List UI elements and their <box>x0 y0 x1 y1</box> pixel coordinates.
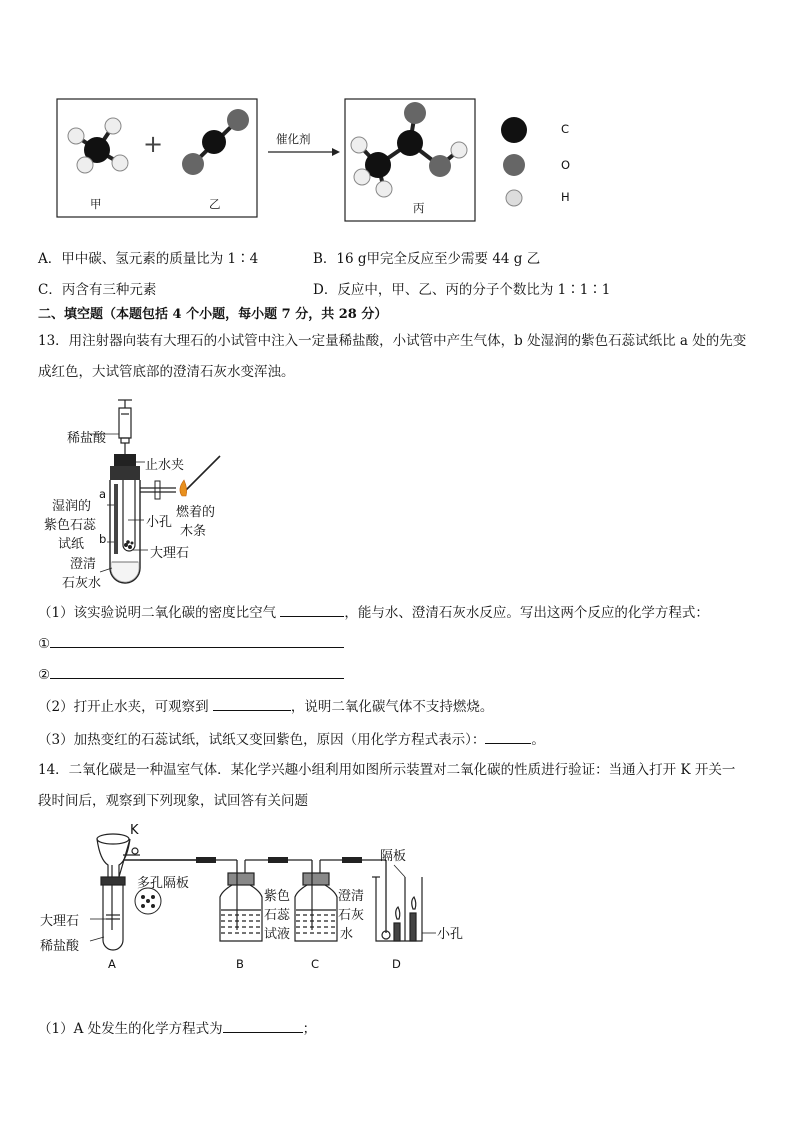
porous-plate-icon <box>135 888 161 914</box>
marble-label: 大理石 <box>150 546 190 561</box>
q14-sub1 <box>38 1018 316 1039</box>
syringe <box>118 400 132 456</box>
label-a: a <box>99 487 107 501</box>
letter-b: B <box>236 957 244 971</box>
apparatus-a <box>97 834 208 950</box>
paper-label-3: 试纸 <box>58 537 85 552</box>
bottle-c <box>295 860 337 941</box>
k-label: K <box>130 823 139 838</box>
letter-a: A <box>108 957 116 971</box>
legend-c-label: C <box>561 122 570 136</box>
hydrogen-atom <box>68 128 84 144</box>
legend-o-label: O <box>561 158 571 172</box>
catalyst-label: 催化剂 <box>276 132 311 146</box>
q13-blank-eq1[interactable] <box>50 633 344 648</box>
molecule-yi <box>182 109 249 175</box>
hydrogen-atom <box>451 142 467 158</box>
marble-label-14: 大理石 <box>40 914 80 929</box>
small-test-tube <box>123 480 135 551</box>
letter-d: D <box>392 957 401 971</box>
q13-eq1 <box>38 633 344 654</box>
hydrogen-atom <box>105 118 121 134</box>
bottle-b <box>220 860 262 941</box>
porous-label: 多孔隔板 <box>137 876 190 891</box>
eq1-marker: ① <box>38 636 51 652</box>
yi-label: 乙 <box>209 197 221 211</box>
option-b: B．16 g甲完全反应至少需要 44 g 乙 <box>313 251 541 267</box>
stick-label-2: 木条 <box>180 524 207 539</box>
oxygen-atom <box>429 155 451 177</box>
beaker-d <box>372 877 422 941</box>
q14-apparatus-figure <box>0 815 470 975</box>
bing-label: 丙 <box>413 201 425 215</box>
q13-text-line1: 13．用注射器向装有大理石的小试管中注入一定量稀盐酸，小试管中产生气体，b 处湿润的紫色石蕊试纸比 a 处的先变 <box>38 333 747 349</box>
big-stopper <box>110 466 140 480</box>
q13-eq2 <box>38 664 344 685</box>
q13-text-line2: 成红色，大试管底部的澄清石灰水变浑浊。 <box>38 364 295 380</box>
q13-sub1-pre: （1）该实验说明二氧化碳的密度比空气 <box>38 605 281 621</box>
burning-stick <box>184 456 220 492</box>
q13-blank-eq2[interactable] <box>50 664 344 679</box>
litmus-paper <box>114 484 118 554</box>
label-b: b <box>99 532 107 546</box>
oxygen-atom <box>182 153 204 175</box>
option-c: C．丙含有三种元素 <box>38 282 157 298</box>
acid-label-14: 稀盐酸 <box>40 939 80 954</box>
hole-label-14: 小孔 <box>437 927 464 942</box>
paper-label-1: 湿润的 <box>52 499 92 514</box>
lime-label-14-2: 石灰 <box>338 908 365 923</box>
legend <box>501 117 527 206</box>
legend-carbon-icon <box>501 117 527 143</box>
lime-label-2: 石灰水 <box>62 576 102 591</box>
q13-sub2-post: ，说明二氧化碳气体不支持燃烧。 <box>290 699 494 715</box>
q13-apparatus-figure <box>0 390 260 595</box>
q13-sub1-post: ，能与水、澄清石灰水反应。写出这两个反应的化学方程式： <box>344 605 709 621</box>
hydrogen-atom <box>351 137 367 153</box>
stopper <box>114 454 136 466</box>
hydrogen-atom <box>77 157 93 173</box>
q13-sub3-post: 。 <box>531 732 545 748</box>
litmus-label-3: 试液 <box>264 927 291 942</box>
carbon-atom <box>397 130 423 156</box>
q13-sub2-pre: （2）打开止水夹，可观察到 <box>38 699 213 715</box>
legend-h-label: H <box>561 190 570 204</box>
paper-label-2: 紫色石蕊 <box>44 518 97 533</box>
carbon-atom <box>202 130 226 154</box>
lime-label-14-1: 澄清 <box>338 889 365 904</box>
lime-label-1: 澄清 <box>70 557 97 572</box>
q14-text-line2: 段时间后，观察到下列现象，试回答有关问题 <box>38 793 308 809</box>
litmus-label-2: 石蕊 <box>264 908 291 923</box>
hydrogen-atom <box>112 155 128 171</box>
q13-sub2 <box>38 696 493 717</box>
eq2-marker: ② <box>38 667 51 683</box>
molecule-bing <box>351 102 467 197</box>
option-d: D．反应中，甲、乙、丙的分子个数比为 1∶1∶1 <box>313 282 611 298</box>
option-a: A．甲中碳、氢元素的质量比为 1∶4 <box>38 251 259 267</box>
jia-label: 甲 <box>90 197 102 211</box>
reaction-figure <box>0 0 794 240</box>
section-title: 二、填空题（本题包括 4 个小题，每小题 7 分，共 28 分） <box>38 307 388 322</box>
q14-sub1-post: ； <box>302 1021 317 1037</box>
molecule-jia <box>68 118 128 173</box>
q13-sub3 <box>38 729 545 750</box>
reaction-svg <box>0 0 794 240</box>
hydrogen-atom <box>354 169 370 185</box>
q14-blank-equation[interactable] <box>223 1018 303 1033</box>
hydrogen-atom <box>376 181 392 197</box>
q13-blank-observe[interactable] <box>213 696 291 711</box>
q13-sub1 <box>38 602 709 623</box>
legend-oxygen-icon <box>503 154 525 176</box>
q14-sub1-pre: （1）A 处发生的化学方程式为 <box>38 1021 223 1037</box>
hole-label: 小孔 <box>146 515 173 530</box>
water-clamp <box>155 481 160 499</box>
oxygen-atom <box>404 102 426 124</box>
q13-apparatus-svg <box>0 390 260 595</box>
clamp-label: 止水夹 <box>145 458 185 473</box>
flame-icon <box>180 480 187 496</box>
partition-label: 隔板 <box>380 849 407 864</box>
plus-sign: + <box>143 130 164 158</box>
acid-label: 稀盐酸 <box>67 431 107 446</box>
q13-sub3-pre: （3）加热变红的石蕊试纸，试纸又变回紫色，原因（用化学方程式表示）： <box>38 732 486 748</box>
oxygen-atom <box>227 109 249 131</box>
q13-blank-density[interactable] <box>280 602 344 617</box>
lime-label-14-3: 水 <box>340 927 354 942</box>
legend-hydrogen-icon <box>506 190 522 206</box>
letter-c: C <box>311 957 320 971</box>
stick-label-1: 燃着的 <box>176 505 216 520</box>
q14-text-line1: 14．二氧化碳是一种温室气体．某化学兴趣小组利用如图所示装置对二氧化碳的性质进行验证：当通入打开 K 开关一 <box>38 762 736 778</box>
litmus-label-1: 紫色 <box>264 889 291 904</box>
q13-blank-heat[interactable] <box>485 729 531 744</box>
